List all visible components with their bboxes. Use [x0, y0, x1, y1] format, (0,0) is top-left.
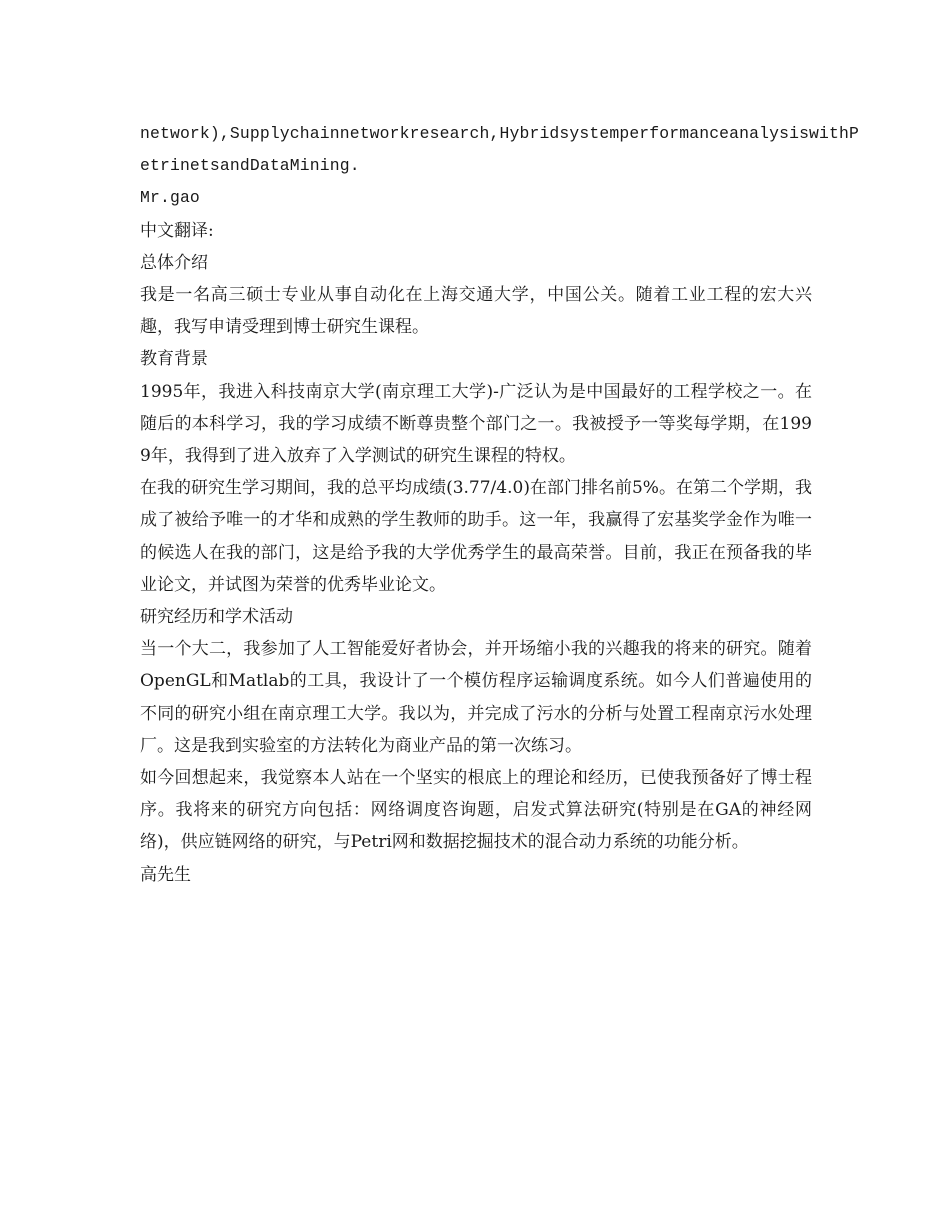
- introduction-paragraph: 我是一名高三硕士专业从事自动化在上海交通大学，中国公关。随着工业工程的宏大兴趣，我写申请受理到博士研究生课程。: [140, 285, 812, 338]
- section-heading-research: 研究经历和学术活动: [140, 607, 293, 628]
- research-paragraph-2: 如今回想起来，我觉察本人站在一个坚实的根底上的理论和经历，已使我预备好了博士程序。我将来的研究方向包括：网络调度咨询题，启发式算法研究(特别是在GA的神经网络)，供应链网络的研究，与Petri网和数据挖掘技术的混合动力系统的功能分析。: [140, 768, 812, 853]
- section-heading-introduction: 总体介绍: [140, 252, 208, 273]
- translation-label: 中文翻译:: [140, 220, 214, 241]
- document-body: [140, 118, 859, 891]
- english-line-2: etrinetsandDataMining.: [140, 156, 360, 176]
- section-heading-education: 教育背景: [140, 349, 208, 370]
- education-paragraph-1: 1995年，我进入科技南京大学(南京理工大学)-广泛认为是中国最好的工程学校之一。在随后的本科学习，我的学习成绩不断尊贵整个部门之一。我被授予一等奖每学期，在1999年，我得到了进入放弃了入学测试的研究生课程的特权。: [140, 381, 812, 467]
- english-line-1: network),Supplychainnetworkresearch,HybridsystemperformanceanalysiswithP: [140, 124, 859, 143]
- closing-signature: 高先生: [140, 864, 191, 885]
- research-paragraph-1: 当一个大二，我参加了人工智能爱好者协会，并开场缩小我的兴趣我的将来的研究。随着OpenGL和Matlab的工具，我设计了一个模仿程序运输调度系统。如今人们普遍使用的不同的研究小组在南京理工大学。我以为，并完成了污水的分析与处置工程南京污水处理厂。这是我到实验室的方法转化为商业产品的第一次练习。: [140, 639, 812, 756]
- education-paragraph-2: 在我的研究生学习期间，我的总平均成绩(3.77/4.0)在部门排名前5%。在第二个学期，我成了被给予唯一的才华和成熟的学生教师的助手。这一年，我赢得了宏基奖学金作为唯一的候选人在我的部门，这是给予我的大学优秀学生的最高荣誉。目前，我正在预备我的毕业论文，并试图为荣誉的优秀毕业论文。: [140, 478, 812, 595]
- english-signature: Mr.gao: [140, 188, 200, 208]
